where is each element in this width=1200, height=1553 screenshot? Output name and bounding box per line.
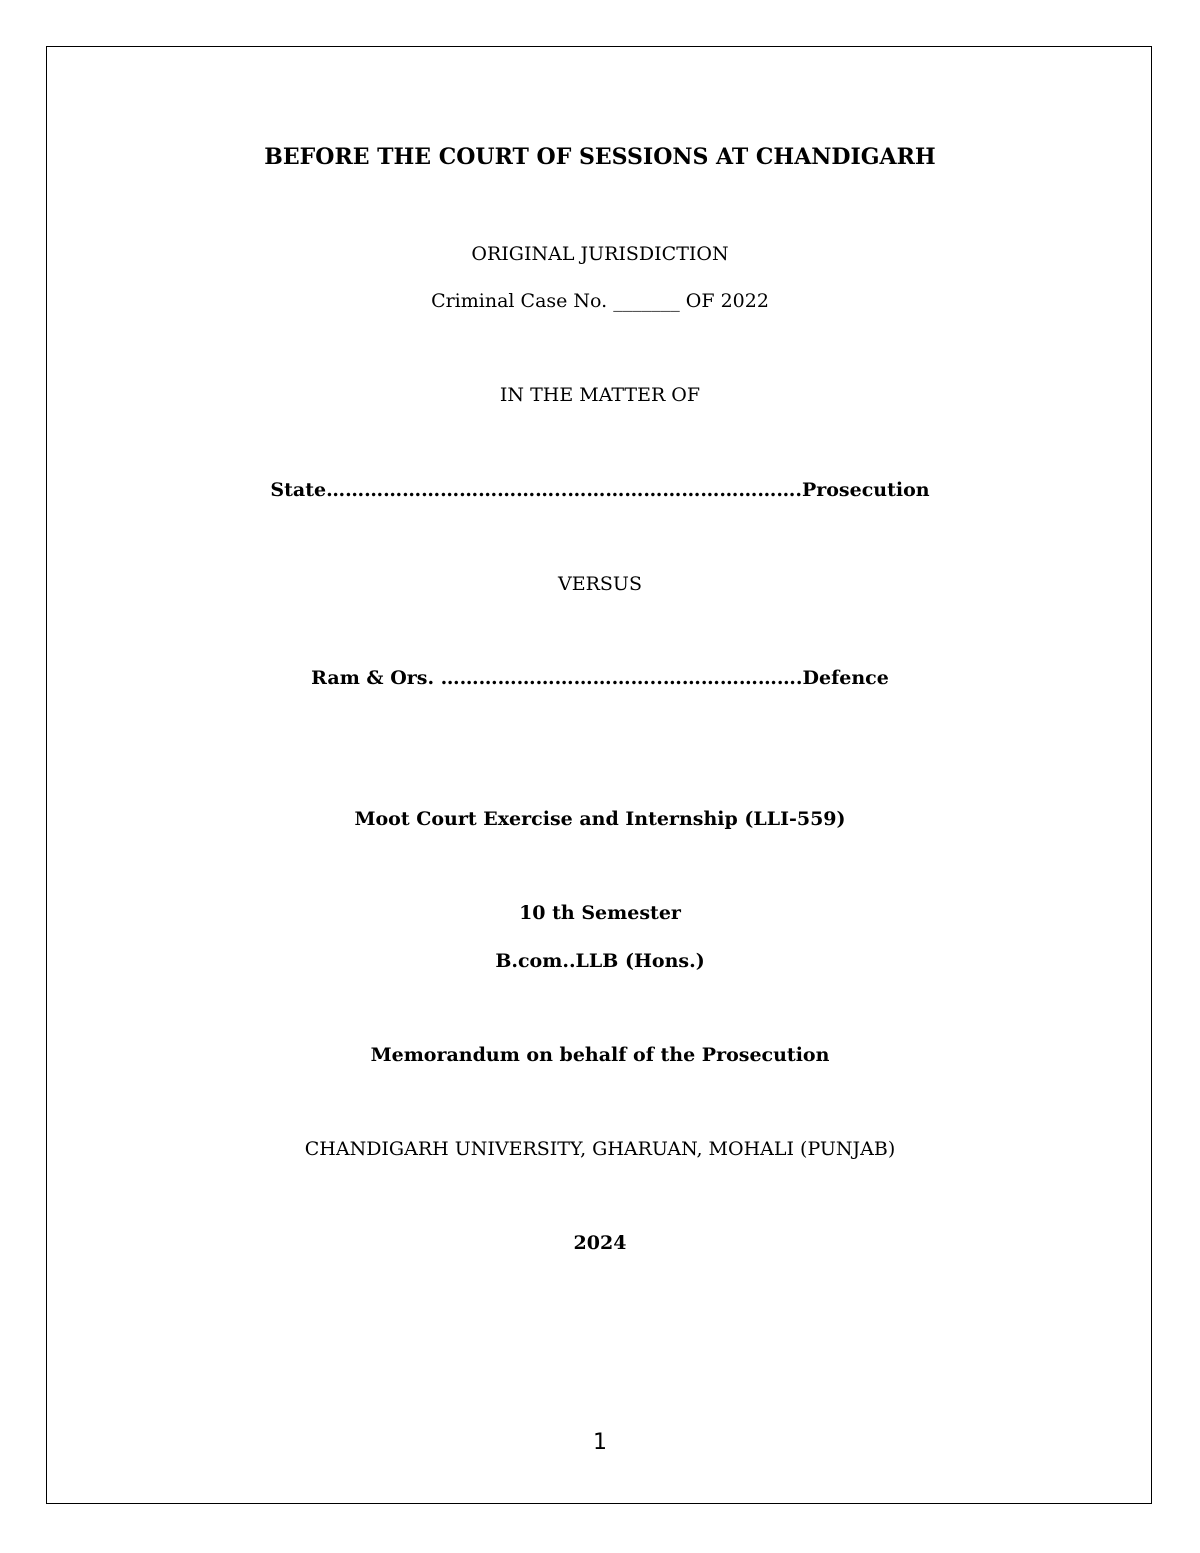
court-heading: BEFORE THE COURT OF SESSIONS AT CHANDIGARH	[264, 144, 936, 170]
jurisdiction-label: ORIGINAL JURISDICTION	[471, 243, 729, 265]
semester-label: 10 th Semester	[519, 902, 681, 924]
year-label: 2024	[573, 1232, 627, 1254]
page-number: 1	[593, 1430, 607, 1455]
versus-label: VERSUS	[558, 573, 642, 595]
course-title: Moot Court Exercise and Internship (LLI-559)	[354, 808, 846, 830]
degree-label: B.com..LLB (Hons.)	[495, 950, 705, 972]
in-the-matter-label: IN THE MATTER OF	[499, 384, 701, 406]
case-number: Criminal Case No. _______ OF 2022	[431, 290, 769, 312]
university-name: CHANDIGARH UNIVERSITY, GHARUAN, MOHALI (PUNJAB)	[304, 1138, 896, 1160]
prosecution-party-line: State………………………………..……………………………….Prosecution	[270, 479, 930, 501]
memorandum-label: Memorandum on behalf of the Prosecution	[370, 1044, 830, 1066]
defence-party-line: Ram & Ors. ……………………………..………………….Defence	[311, 667, 889, 689]
